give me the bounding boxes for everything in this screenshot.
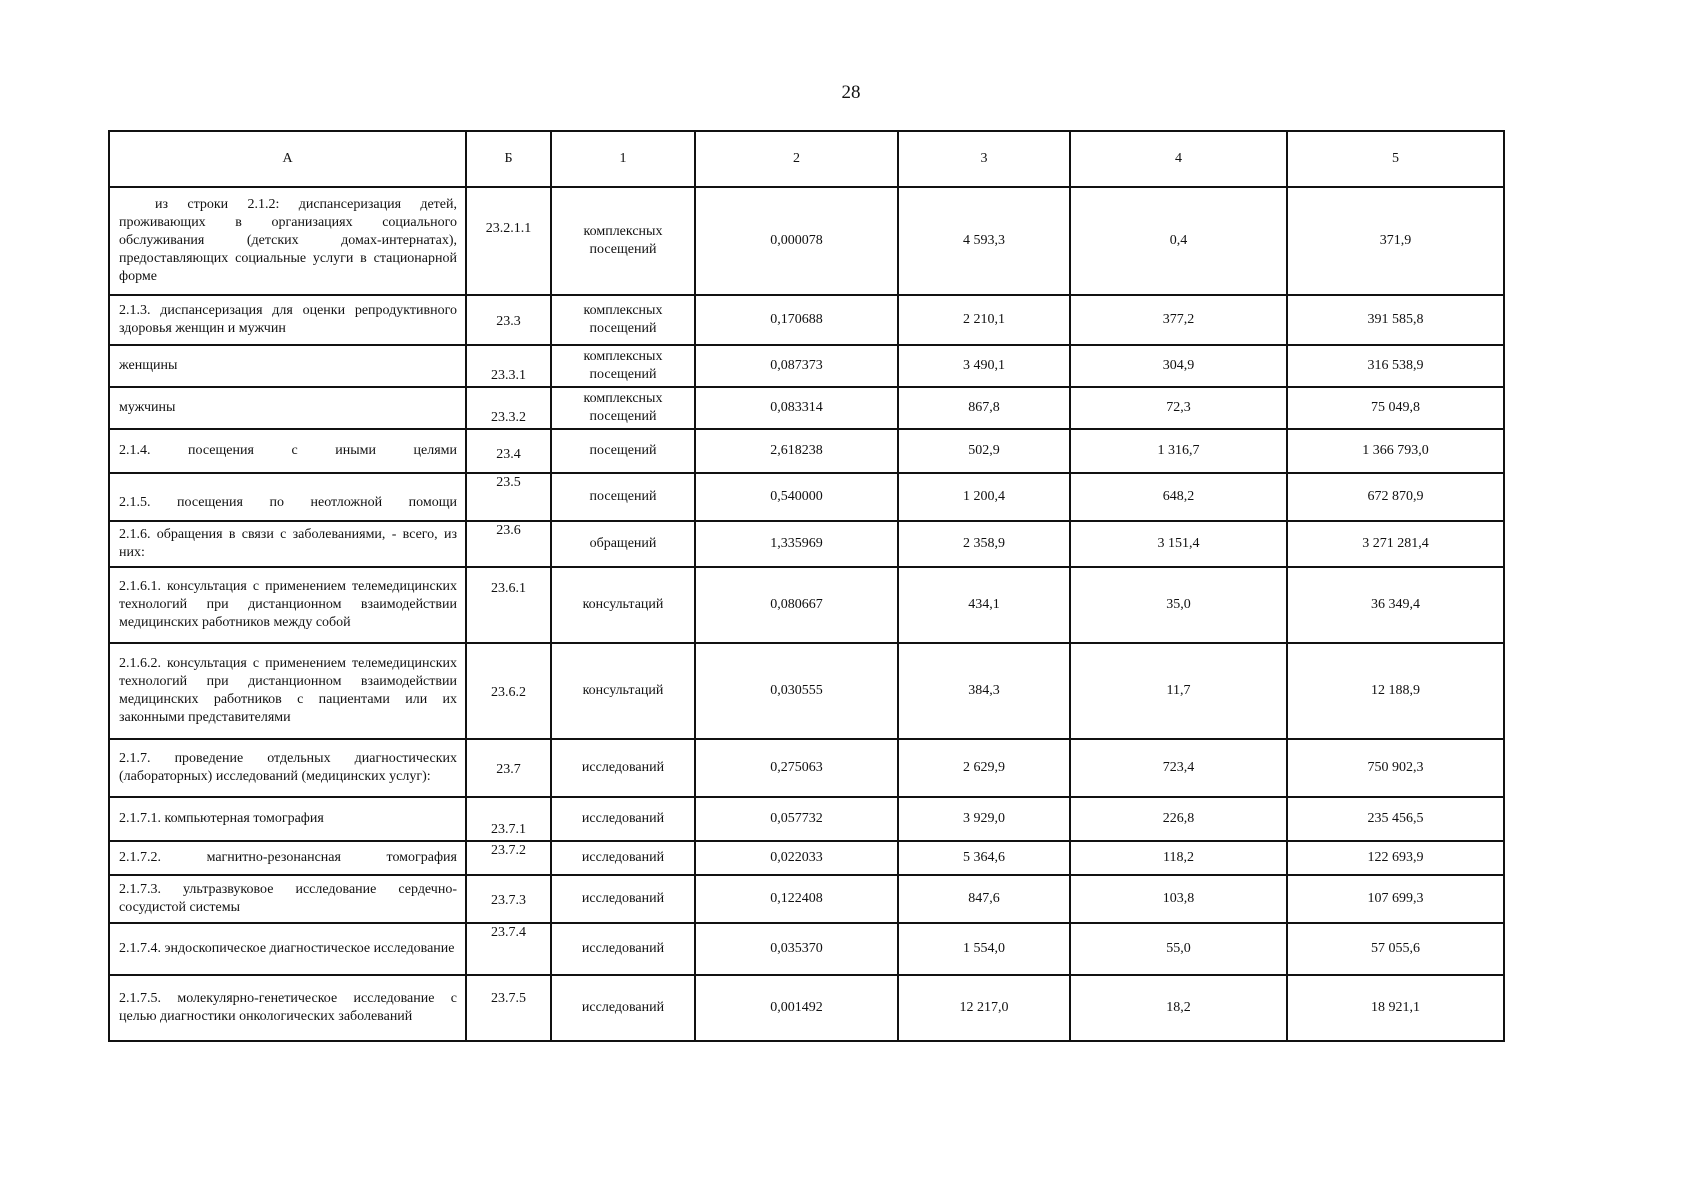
table-row (109, 797, 1504, 841)
row-value-5-cell: 57 055,6 (1287, 923, 1504, 975)
row-value-2-cell: 0,275063 (695, 739, 898, 797)
table-row (109, 521, 1504, 567)
row-code-cell: 23.2.1.1 (466, 187, 551, 295)
row-code-cell: 23.6 (466, 521, 551, 567)
row-value-2-cell: 0,540000 (695, 473, 898, 521)
table-row (109, 875, 1504, 923)
row-value-3-cell: 2 358,9 (898, 521, 1070, 567)
header-cell-3: 3 (898, 131, 1070, 187)
row-name-cell: 2.1.7.3. ультразвуковое исследование сердечно-сосудистой системы (109, 875, 466, 923)
row-name-cell: 2.1.3. диспансеризация для оценки репродуктивного здоровья женщин и мужчин (109, 295, 466, 345)
row-value-3-cell: 1 554,0 (898, 923, 1070, 975)
row-value-5-cell: 391 585,8 (1287, 295, 1504, 345)
row-value-3-cell: 502,9 (898, 429, 1070, 473)
header-cell-1: 1 (551, 131, 695, 187)
row-value-3-cell: 384,3 (898, 643, 1070, 739)
row-unit-cell: комплексных посещений (551, 295, 695, 345)
row-value-4-cell: 648,2 (1070, 473, 1287, 521)
row-value-5-cell: 36 349,4 (1287, 567, 1504, 643)
row-code-cell: 23.3 (466, 295, 551, 345)
row-unit-cell: обращений (551, 521, 695, 567)
row-value-5-cell: 12 188,9 (1287, 643, 1504, 739)
row-value-2-cell: 0,035370 (695, 923, 898, 975)
row-value-4-cell: 11,7 (1070, 643, 1287, 739)
row-name-cell: женщины (109, 345, 466, 387)
row-value-5-cell: 3 271 281,4 (1287, 521, 1504, 567)
row-code-cell: 23.6.2 (466, 643, 551, 739)
row-value-3-cell: 5 364,6 (898, 841, 1070, 875)
row-value-5-cell: 316 538,9 (1287, 345, 1504, 387)
table-row (109, 923, 1504, 975)
row-unit-cell: комплексных посещений (551, 387, 695, 429)
row-name-cell: 2.1.6.1. консультация с применением телемедицинских технологий при дистанционном взаимодействии медицинских работников между собой (109, 567, 466, 643)
row-value-2-cell: 0,080667 (695, 567, 898, 643)
header-cell-4: 4 (1070, 131, 1287, 187)
row-value-4-cell: 304,9 (1070, 345, 1287, 387)
data-table (108, 130, 1505, 1042)
row-value-4-cell: 0,4 (1070, 187, 1287, 295)
row-unit-cell: исследований (551, 923, 695, 975)
row-code-cell: 23.7 (466, 739, 551, 797)
table-row (109, 187, 1504, 295)
row-unit-cell: консультаций (551, 643, 695, 739)
row-unit-cell: исследований (551, 875, 695, 923)
row-unit-cell: комплексных посещений (551, 345, 695, 387)
header-cell-a: А (109, 131, 466, 187)
row-value-5-cell: 672 870,9 (1287, 473, 1504, 521)
row-value-4-cell: 377,2 (1070, 295, 1287, 345)
row-value-3-cell: 3 490,1 (898, 345, 1070, 387)
row-value-4-cell: 723,4 (1070, 739, 1287, 797)
row-value-2-cell: 0,087373 (695, 345, 898, 387)
row-unit-cell: исследований (551, 975, 695, 1041)
row-name-cell: 2.1.7. проведение отдельных диагностических (лабораторных) исследований (медицинских услуг): (109, 739, 466, 797)
row-value-5-cell: 1 366 793,0 (1287, 429, 1504, 473)
header-cell-b: Б (466, 131, 551, 187)
row-unit-cell: посещений (551, 473, 695, 521)
row-value-4-cell: 118,2 (1070, 841, 1287, 875)
table-row (109, 841, 1504, 875)
row-value-2-cell: 0,170688 (695, 295, 898, 345)
row-code-cell: 23.5 (466, 473, 551, 521)
table-row (109, 295, 1504, 345)
table-row (109, 345, 1504, 387)
row-value-2-cell: 0,057732 (695, 797, 898, 841)
row-unit-cell: исследований (551, 841, 695, 875)
row-value-4-cell: 18,2 (1070, 975, 1287, 1041)
row-value-3-cell: 434,1 (898, 567, 1070, 643)
row-code-cell: 23.6.1 (466, 567, 551, 643)
row-name-cell: 2.1.5. посещения по неотложной помощи (109, 473, 466, 521)
row-value-5-cell: 122 693,9 (1287, 841, 1504, 875)
row-value-4-cell: 103,8 (1070, 875, 1287, 923)
row-name-cell: 2.1.7.5. молекулярно-генетическое исследование с целью диагностики онкологических заболеваний (109, 975, 466, 1041)
row-name-cell: 2.1.7.2. магнитно-резонансная томография (109, 841, 466, 875)
row-value-4-cell: 1 316,7 (1070, 429, 1287, 473)
row-value-3-cell: 12 217,0 (898, 975, 1070, 1041)
row-name-cell: мужчины (109, 387, 466, 429)
row-value-3-cell: 847,6 (898, 875, 1070, 923)
row-code-cell: 23.7.4 (466, 923, 551, 975)
row-value-3-cell: 2 629,9 (898, 739, 1070, 797)
row-value-5-cell: 750 902,3 (1287, 739, 1504, 797)
row-value-5-cell: 75 049,8 (1287, 387, 1504, 429)
row-unit-cell: комплексных посещений (551, 187, 695, 295)
header-row (109, 131, 1504, 187)
row-value-4-cell: 35,0 (1070, 567, 1287, 643)
row-value-4-cell: 226,8 (1070, 797, 1287, 841)
row-unit-cell: исследований (551, 797, 695, 841)
row-unit-cell: исследований (551, 739, 695, 797)
table-row (109, 739, 1504, 797)
row-code-cell: 23.7.1 (466, 797, 551, 841)
row-name-cell: 2.1.7.4. эндоскопическое диагностическое исследование (109, 923, 466, 975)
row-code-cell: 23.7.3 (466, 875, 551, 923)
row-value-2-cell: 0,030555 (695, 643, 898, 739)
row-code-cell: 23.7.5 (466, 975, 551, 1041)
row-unit-cell: консультаций (551, 567, 695, 643)
row-value-4-cell: 55,0 (1070, 923, 1287, 975)
row-value-5-cell: 18 921,1 (1287, 975, 1504, 1041)
row-value-3-cell: 867,8 (898, 387, 1070, 429)
table-row (109, 429, 1504, 473)
row-value-5-cell: 107 699,3 (1287, 875, 1504, 923)
row-code-cell: 23.4 (466, 429, 551, 473)
table-row (109, 567, 1504, 643)
row-value-2-cell: 0,122408 (695, 875, 898, 923)
row-value-2-cell: 0,022033 (695, 841, 898, 875)
row-value-2-cell: 2,618238 (695, 429, 898, 473)
row-value-4-cell: 3 151,4 (1070, 521, 1287, 567)
row-code-cell: 23.3.1 (466, 345, 551, 387)
row-name-cell: 2.1.7.1. компьютерная томография (109, 797, 466, 841)
table-row (109, 387, 1504, 429)
header-cell-2: 2 (695, 131, 898, 187)
row-value-3-cell: 1 200,4 (898, 473, 1070, 521)
row-name-cell: из строки 2.1.2: диспансеризация детей, проживающих в организациях социального обслуживания (детских домах-интернатах), предоставляющих социальные услуги в стационарной форме (109, 187, 466, 295)
row-name-cell: 2.1.4. посещения с иными целями (109, 429, 466, 473)
row-name-cell: 2.1.6.2. консультация с применением телемедицинских технологий при дистанционном взаимодействии медицинских работников с пациентами или их законными представителями (109, 643, 466, 739)
row-value-2-cell: 0,083314 (695, 387, 898, 429)
row-value-3-cell: 4 593,3 (898, 187, 1070, 295)
header-cell-5: 5 (1287, 131, 1504, 187)
row-value-3-cell: 3 929,0 (898, 797, 1070, 841)
row-value-5-cell: 235 456,5 (1287, 797, 1504, 841)
row-name-cell: 2.1.6. обращения в связи с заболеваниями, - всего, из них: (109, 521, 466, 567)
page-number: 28 (841, 82, 861, 103)
row-value-5-cell: 371,9 (1287, 187, 1504, 295)
row-value-3-cell: 2 210,1 (898, 295, 1070, 345)
table-row (109, 473, 1504, 521)
row-value-2-cell: 1,335969 (695, 521, 898, 567)
row-code-cell: 23.7.2 (466, 841, 551, 875)
row-unit-cell: посещений (551, 429, 695, 473)
row-value-4-cell: 72,3 (1070, 387, 1287, 429)
table-row (109, 975, 1504, 1041)
table-row (109, 643, 1504, 739)
row-value-2-cell: 0,001492 (695, 975, 898, 1041)
row-code-cell: 23.3.2 (466, 387, 551, 429)
row-value-2-cell: 0,000078 (695, 187, 898, 295)
